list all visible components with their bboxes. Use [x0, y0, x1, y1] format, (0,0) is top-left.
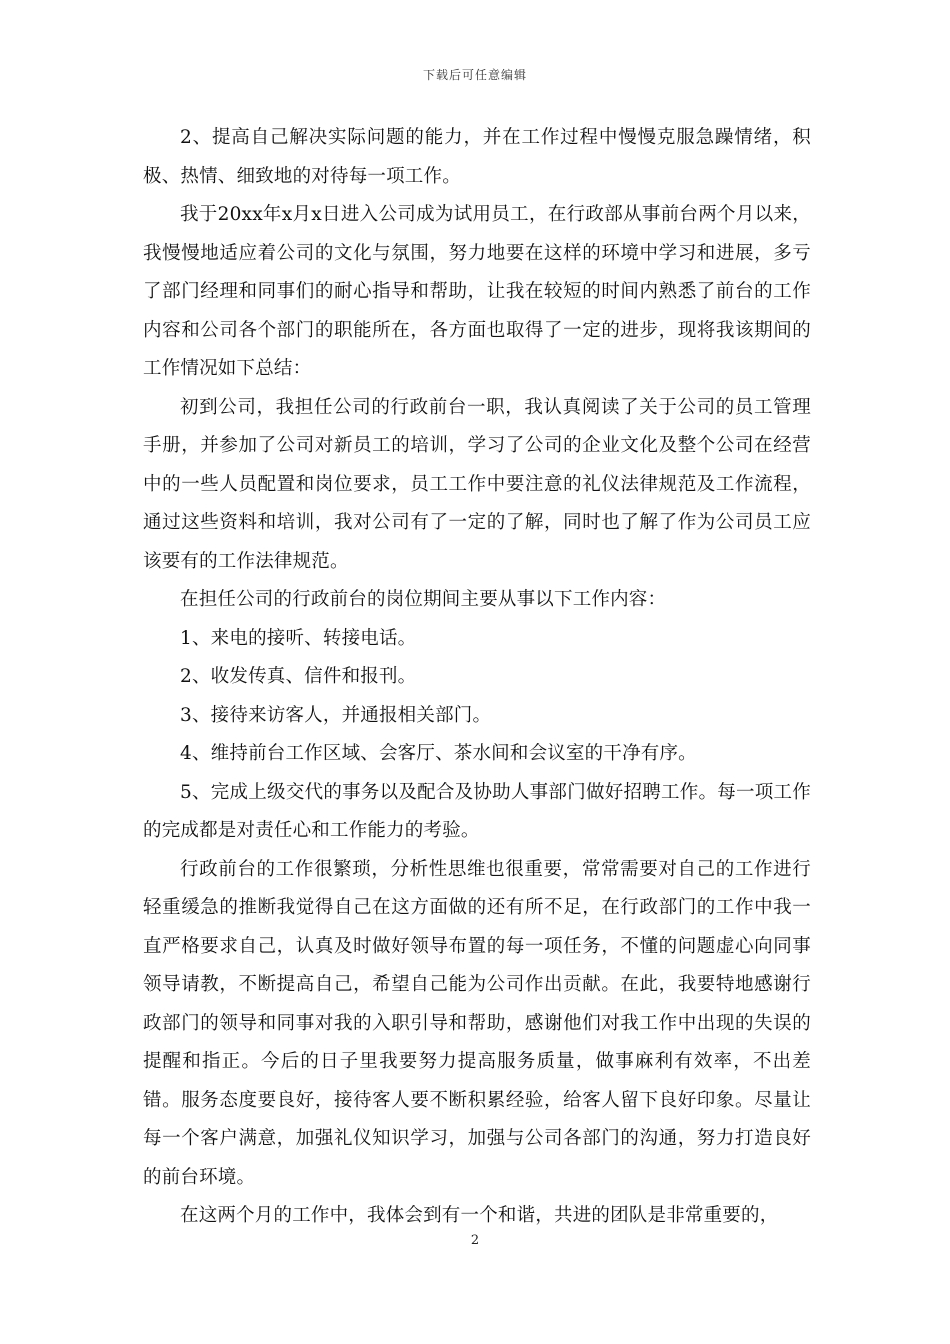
list-item-duty-4: 4、维持前台工作区域、会客厅、茶水间和会议室的干净有序。 — [180, 743, 697, 764]
list-item-duty-2: 2、收发传真、信件和报刊。 — [180, 666, 417, 687]
paragraph-onboarding: 初到公司，我担任公司的行政前台一职，我认真阅读了关于公司的员工管理手册，并参加了公司对新员工的培训，学习了公司的企业文化及整个公司在经营中的一些人员配置和岗位要求，员工工作中要注意的礼仪法律规范及工作流程，通过这些资料和培训，我对公司有了一定的了解，同时也了解了作为公司员工应该要有的工作法律规范。 — [143, 396, 811, 572]
paragraph-duties-intro: 在担任公司的行政前台的岗位期间主要从事以下工作内容： — [180, 589, 667, 610]
list-item-duty-1: 1、来电的接听、转接电话。 — [180, 627, 417, 649]
page-header: 下载后可任意编辑 — [422, 68, 527, 82]
paragraph-reflection: 行政前台的工作很繁琐，分析性思维也很重要，常常需要对自己的工作进行轻重缓急的推断我觉得自己在这方面做的还有所不足，在行政部门的工作中我一直严格要求自己，认真及时做好领导布置的每一项任务，不懂的问题虚心向同事领导请教，不断提高自己，希望自己能为公司作出贡献。在此，我要特地感谢行政部门的领导和同事对我的入职引导和帮助，感谢他们对我工作中出现的失误的提醒和指正。今后的日子里我要努力提高服务质量，做事麻利有效率，不出差错。服务态度要良好，接待客人要不断积累经验，给客人留下良好印象。尽量让每一个客户满意，加强礼仪知识学习，加强与公司各部门的沟通，努力打造良好的前台环境。 — [143, 858, 811, 1188]
paragraph-improve-ability: 2、提高自己解决实际问题的能力，并在工作过程中慢慢克服急躁情绪，积极、热情、细致地的对待每一项工作。 — [143, 127, 811, 187]
page-number: 2 — [470, 1233, 480, 1248]
document-body — [143, 119, 811, 1236]
list-item-duty-5: 5、完成上级交代的事务以及配合及协助人事部门做好招聘工作。每一项工作的完成都是对责任心和工作能力的考验。 — [143, 781, 811, 841]
paragraph-intro: 我于20xx年x月x日进入公司成为试用员工，在行政部从事前台两个月以来，我慢慢地适应着公司的文化与氛围，努力地要在这样的环境中学习和进展，多亏了部门经理和同事们的耐心指导和帮助，让我在较短的时间内熟悉了前台的工作内容和公司各个部门的职能所在，各方面也取得了一定的进步，现将我该期间的工作情况如下总结： — [143, 204, 811, 379]
paragraph-teamwork: 在这两个月的工作中，我体会到有一个和谐，共进的团队是非常重要的， — [180, 1205, 779, 1226]
list-item-duty-3: 3、接待来访客人，并通报相关部门。 — [180, 704, 492, 726]
